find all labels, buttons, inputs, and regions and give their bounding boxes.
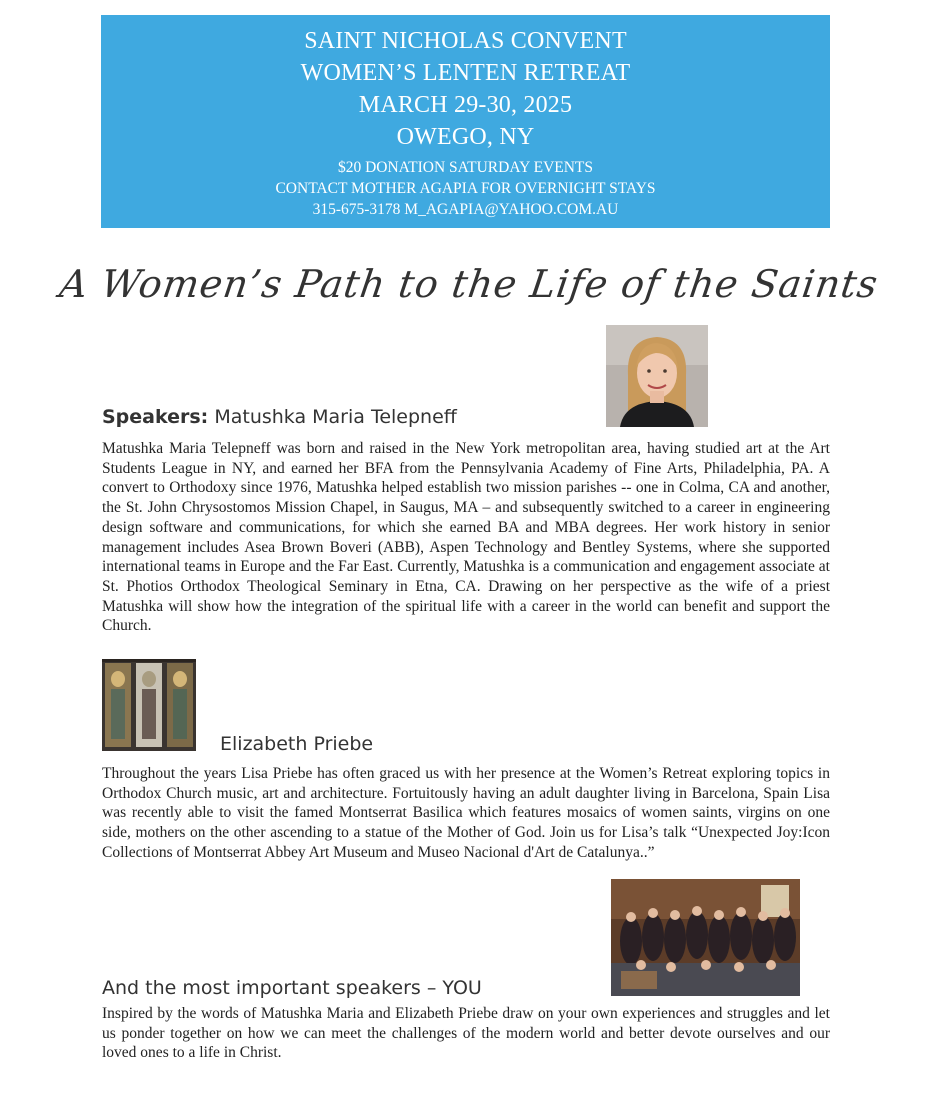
banner-event-location: OWEGO, NY xyxy=(396,124,535,150)
event-banner xyxy=(101,15,830,228)
banner-donation-note: $20 DONATION SATURDAY EVENTS xyxy=(337,159,594,176)
speaker1-bio: Matushka Maria Telepneff was born and raised in the New York metropolitan area, having studied art at the Art Students League in NY, and earned her BFA from the Pennsylvania Academy of Fine Arts, Philadelphia, PA. A convert to Orthodoxy since 1976, Matushka helped establish two mission parishes -- one in Colma, CA and another, the St. John Chrysostomos Mission Chapel, in Saugus, MA – and subsequently switched to a career in engineering design software and communications, for which she earned BA and MBA degrees. Her work history in senior management includes Asea Brown Boveri (ABB), Aspen Technology and Bentley Systems, where she supported international teams in Europe and the Far East. Currently, Matushka is a communication and engagement associate at St. Photios Orthodox Theological Seminary in Etna, CA. Drawing on her perspective as the wife of a priest Matushka will show how the integration of the spiritual life with a career in the world can benefit and support the Church. xyxy=(102,440,830,635)
speaker1-portrait-photo xyxy=(606,325,708,427)
mosaic-photo xyxy=(102,659,196,751)
speaker1-heading xyxy=(102,406,457,428)
speaker1-name: Matushka Maria Telepneff xyxy=(214,406,457,428)
banner-contact-details: 315-675-3178 M_AGAPIA@YAHOO.COM.AU xyxy=(312,201,619,218)
speaker2-bio: Throughout the years Lisa Priebe has often graced us with her presence at the Women’s Retreat exploring topics in Orthodox Church music, art and architecture. Fortuitously having an adult daughter living in Barcelona, Spain Lisa was recently able to visit the famed Montserrat Basilica which features mosaics of women saints, virgins on one side, mothers on the other ascending to a statue of the Mother of God. Join us for Lisa’s talk “Unexpected Joy:Icon Collections of Montserrat Abbey Art Museum and Museo Nacional d'Art de Catalunya..” xyxy=(102,765,830,861)
banner-contact-note: CONTACT MOTHER AGAPIA FOR OVERNIGHT STAYS xyxy=(275,180,656,197)
banner-event-name: WOMEN’S LENTEN RETREAT xyxy=(300,60,631,86)
retreat-title: A Women’s Path to the Life of the Saints xyxy=(56,262,882,306)
banner-event-date: MARCH 29-30, 2025 xyxy=(358,92,573,118)
speaker2-name: Elizabeth Priebe xyxy=(220,733,374,755)
section3-heading: And the most important speakers – YOU xyxy=(102,977,482,999)
banner-convent-name: SAINT NICHOLAS CONVENT xyxy=(304,28,627,54)
section3-text: Inspired by the words of Matushka Maria and Elizabeth Priebe draw on your own experiences and struggles and let us ponder together on how we can meet the challenges of the modern world and better devote ourselves and our loved ones to a life in Christ. xyxy=(102,1005,830,1062)
group-photo xyxy=(611,879,800,996)
speakers-label: Speakers: xyxy=(102,406,209,428)
